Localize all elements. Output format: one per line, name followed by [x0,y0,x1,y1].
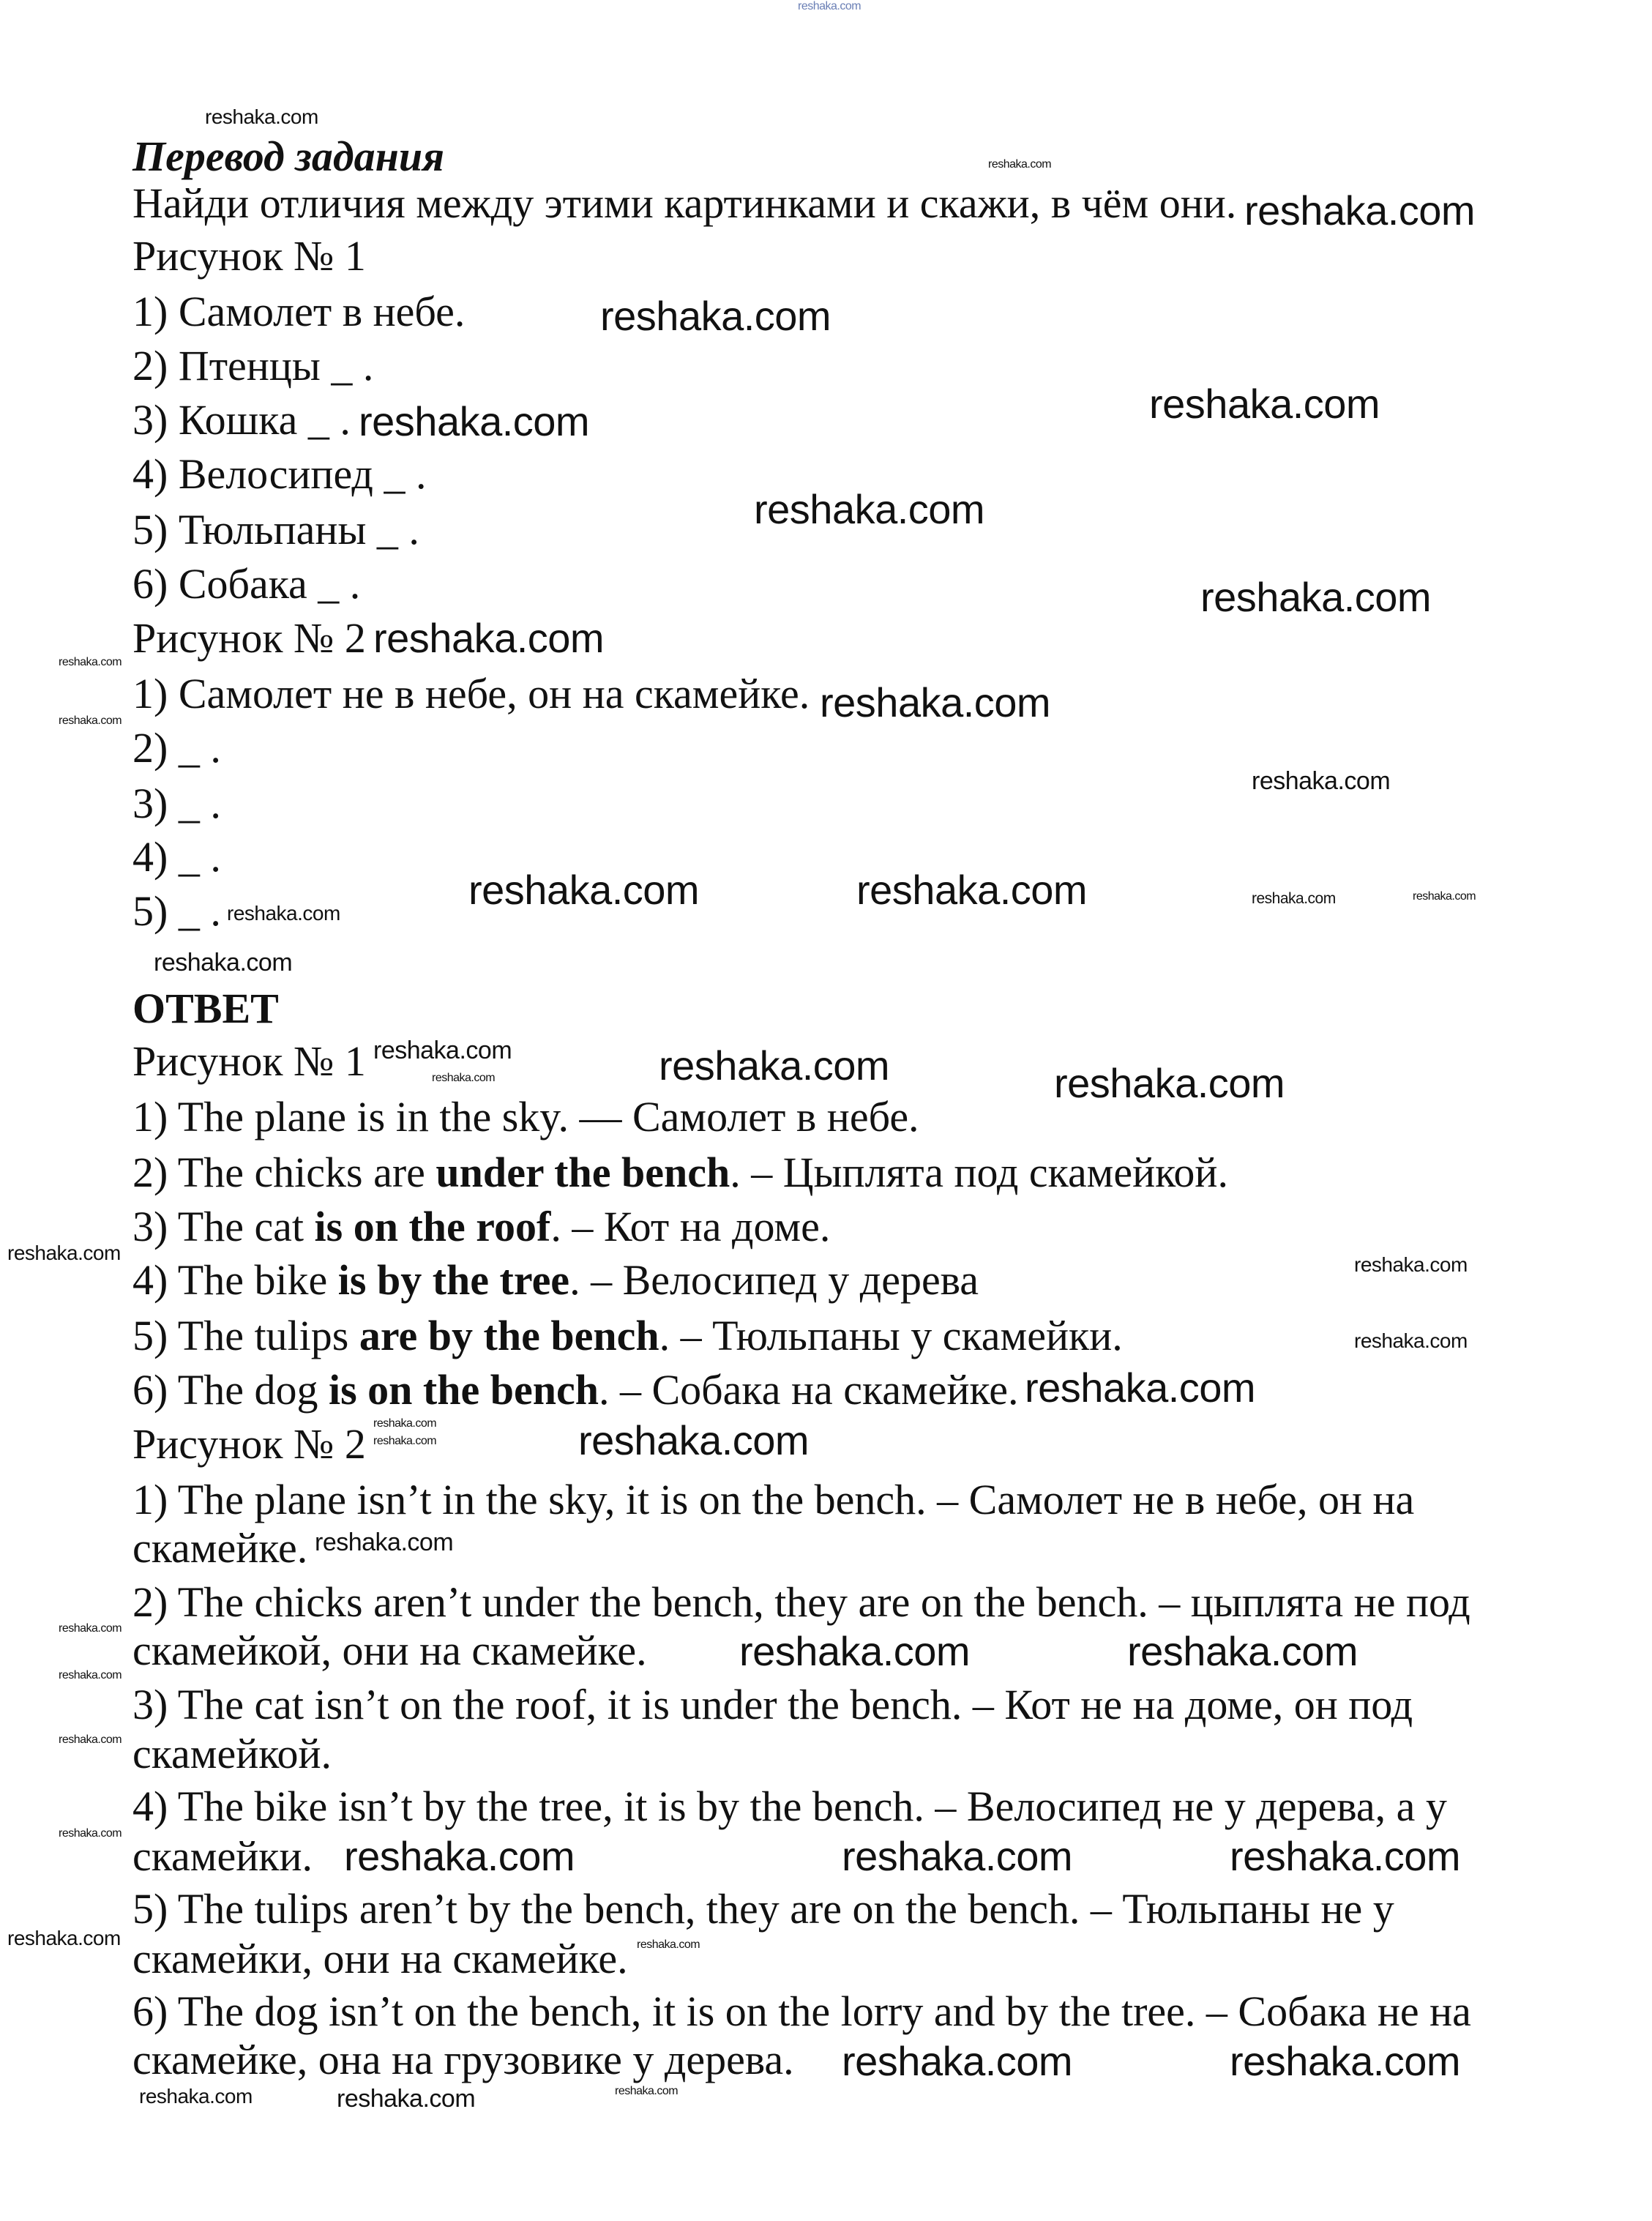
answer-picture1-item [132,1253,979,1307]
watermark: reshaka.com [1413,890,1476,903]
watermark: reshaka.com [739,1628,971,1674]
answer-text: 4) The bike [132,1256,338,1304]
watermark: reshaka.com [468,867,700,913]
watermark: reshaka.com [7,1242,121,1264]
watermark: reshaka.com [205,105,318,128]
watermark: reshaka.com [1230,1833,1461,1879]
task-picture1-item: 1) Самолет в небе. [132,288,466,335]
task-picture2-label: Рисунок № 2 [132,614,366,662]
watermark: reshaka.com [344,1833,575,1879]
watermark: reshaka.com [1149,381,1380,427]
answer-picture2-label: Рисунок № 2 [132,1420,366,1468]
watermark: reshaka.com [139,2085,253,2108]
watermark: reshaka.com [337,2085,476,2113]
answer-picture1-label: Рисунок № 1 [132,1037,366,1085]
answer-picture2-item-line: 2) The chicks aren’t under the bench, they are on the bench. – цыплята не под [132,1578,1470,1626]
watermark: reshaka.com [856,867,1088,913]
watermark: reshaka.com [59,1622,122,1635]
answer-picture1-item [132,1309,1123,1363]
watermark: reshaka.com [1244,187,1476,234]
answer-text: . – Собака на скамейке. [598,1366,1019,1414]
watermark: reshaka.com [578,1417,810,1463]
watermark: reshaka.com [1354,1329,1468,1352]
task-picture1-item: 6) Собака _ . [132,560,361,608]
watermark: reshaka.com [59,1669,122,1681]
task-picture1-item: 4) Велосипед _ . [132,450,427,498]
task-picture2-item: 2) _ . [132,724,221,772]
answer-text: . – Велосипед у дерева [569,1256,979,1304]
answer-text: 6) The dog [132,1366,329,1414]
task-picture2-item: 3) _ . [132,780,221,827]
answer-bold-phrase: under the bench [436,1149,730,1196]
answer-text: . – Тюльпаны у скамейки. [659,1312,1123,1359]
watermark-top: reshaka.com [798,0,861,12]
watermark: reshaka.com [842,1833,1073,1879]
watermark: reshaka.com [373,615,605,661]
answer-picture2-item-line: 6) The dog isn’t on the bench, it is on the lorry and by the tree. – Собака не на [132,1987,1471,2035]
task-picture2-item: 5) _ . [132,887,221,935]
watermark: reshaka.com [1252,890,1336,907]
watermark: reshaka.com [227,902,340,925]
answer-text: . – Цыплята под скамейкой. [730,1149,1228,1196]
answer-bold-phrase: are by the bench [359,1312,659,1359]
watermark: reshaka.com [432,1072,496,1084]
task-picture1-item: 3) Кошка _ . [132,396,351,444]
answer-bold-phrase: is on the roof [314,1203,551,1250]
task-instruction: Найди отличия между этими картинками и скажи, в чём они. [132,179,1237,227]
watermark: reshaka.com [315,1528,454,1556]
watermark: reshaka.com [754,486,985,532]
answer-picture2-item-line: скамейкой. [132,1730,332,1777]
answer-bold-phrase: is on the bench [328,1366,599,1414]
task-picture2-item: 1) Самолет не в небе, он на скамейке. [132,670,810,717]
answer-picture2-item-line: 5) The tulips aren’t by the bench, they are on the bench. – Тюльпаны не у [132,1885,1394,1933]
answer-title: ОТВЕТ [132,985,279,1032]
answer-text: . – Кот на доме. [550,1203,831,1250]
answer-picture2-item-line: 3) The cat isn’t on the roof, it is under the bench. – Кот не на доме, он под [132,1681,1413,1728]
answer-text: 2) The chicks are [132,1149,436,1196]
answer-text: 1) The plane is in the sky. — Самолет в небе. [132,1093,919,1141]
task-picture2-item: 4) _ . [132,833,221,881]
watermark: reshaka.com [359,398,590,444]
answer-picture1-item [132,1090,919,1144]
answer-picture2-item-line: скамейке, она на грузовике у дерева. [132,2036,794,2083]
answer-picture2-item-line: скамейки. [132,1832,313,1880]
watermark: reshaka.com [1354,1253,1468,1276]
watermark: reshaka.com [59,1827,122,1840]
watermark: reshaka.com [842,2038,1073,2084]
answer-picture1-item [132,1200,830,1254]
watermark: reshaka.com [637,1938,700,1951]
watermark: reshaka.com [659,1042,890,1089]
watermark: reshaka.com [59,1733,122,1746]
watermark: reshaka.com [1200,574,1432,620]
watermark: reshaka.com [373,1435,437,1447]
watermark: reshaka.com [988,158,1052,171]
answer-text: 3) The cat [132,1203,315,1250]
watermark: reshaka.com [1054,1060,1285,1106]
watermark: reshaka.com [1025,1365,1256,1411]
answer-bold-phrase: is by the tree [337,1256,570,1304]
watermark: reshaka.com [820,679,1051,725]
task-picture1-item: 5) Тюльпаны _ . [132,506,419,553]
task-picture1-label: Рисунок № 1 [132,232,366,280]
watermark: reshaka.com [373,1417,437,1430]
task-picture1-item: 2) Птенцы _ . [132,342,374,389]
watermark: reshaka.com [59,656,122,668]
answer-picture2-item-line: скамейке. [132,1524,308,1572]
watermark: reshaka.com [1127,1628,1358,1674]
watermark: reshaka.com [373,1037,512,1064]
answer-picture2-item-line: 1) The plane isn’t in the sky, it is on the bench. – Самолет не в небе, он на [132,1476,1415,1523]
watermark: reshaka.com [59,714,122,727]
answer-text: 5) The tulips [132,1312,359,1359]
watermark: reshaka.com [615,2085,679,2097]
answer-picture1-item [132,1146,1228,1200]
watermark: reshaka.com [154,949,293,977]
watermark: reshaka.com [1252,767,1391,795]
watermark: reshaka.com [600,293,831,339]
answer-picture2-item-line: скамейкой, они на скамейке. [132,1627,647,1674]
task-title: Перевод задания [132,132,444,180]
watermark: reshaka.com [7,1927,121,1949]
answer-picture1-item [132,1363,1018,1417]
watermark: reshaka.com [1230,2038,1461,2084]
answer-picture2-item-line: 4) The bike isn’t by the tree, it is by the bench. – Велосипед не у дерева, а у [132,1783,1447,1830]
answer-picture2-item-line: скамейки, они на скамейке. [132,1935,628,1982]
